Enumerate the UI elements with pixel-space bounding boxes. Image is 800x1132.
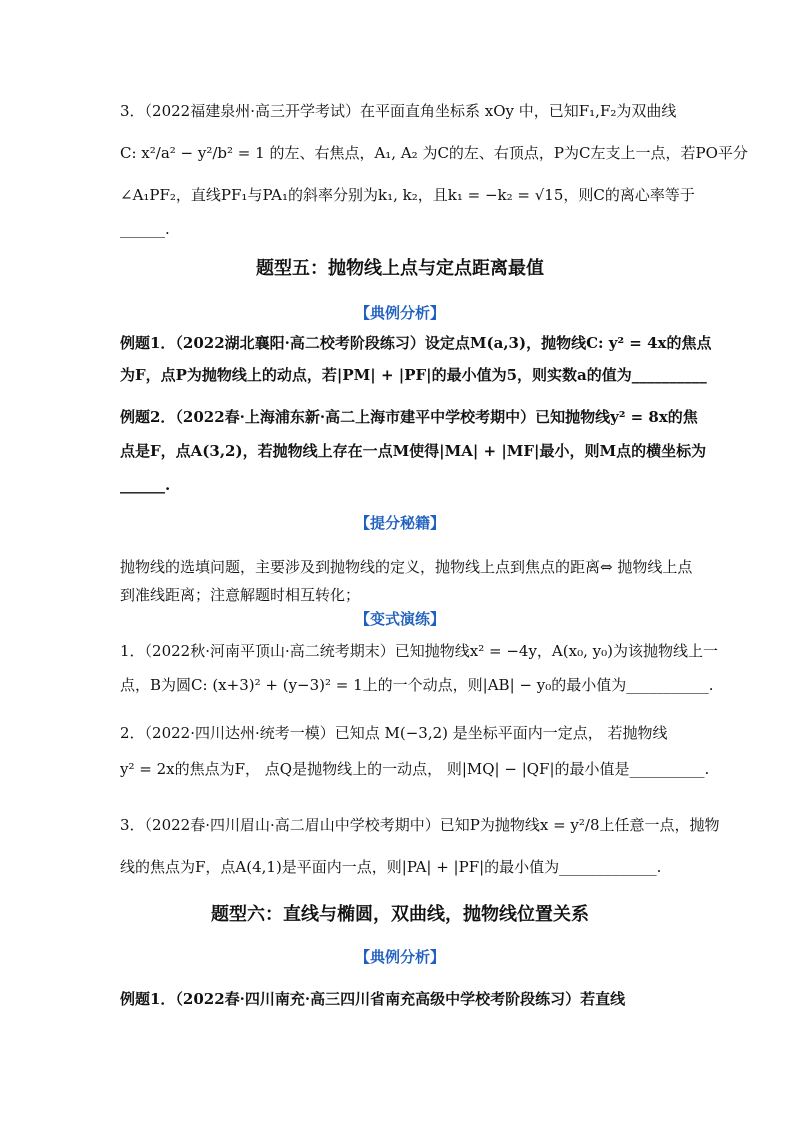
practice-3-line-2: 线的焦点为F，点A(4,1)是平面内一点，则|PA| + |PF|的最小值为_____________. <box>120 858 662 876</box>
example-2-line-3: ______. <box>120 476 171 494</box>
section-5-title: 题型五：抛物线上点与定点距离最值 <box>256 258 544 279</box>
section-6-title: 题型六：直线与椭圆，双曲线，抛物线位置关系 <box>211 904 589 925</box>
tips-line-1: 抛物线的选填问题，主要涉及到抛物线的定义，抛物线上点到焦点的距离⇔ 抛物线上点 <box>120 558 693 576</box>
example-2-line-1: 例题2．（2022春·上海浦东新·高二上海市建平中学校考期中）已知抛物线y² = 8x的焦 <box>120 408 698 426</box>
section-6-tag-example: 【典例分析】 <box>354 948 445 966</box>
section-5-tag-example: 【典例分析】 <box>354 304 445 322</box>
practice-2-line-2: y² = 2x的焦点为F， 点Q是抛物线上的一动点， 则|MQ| − |QF|的最小值是__________. <box>120 760 710 778</box>
section-5-tag-tips: 【提分秘籍】 <box>354 514 445 532</box>
section-5-tag-practice: 【变式演练】 <box>354 610 445 628</box>
example-2-line-2: 点是F，点A(3,2)，若抛物线上存在一点M使得|MA| + |MF|最小，则M点的横坐标为 <box>120 442 707 460</box>
practice-1-line-2: 点，B为圆C: (x+3)² + (y−3)² = 1上的一个动点，则|AB| − y₀的最小值为___________. <box>120 676 714 694</box>
practice-1-line-1: 1．（2022秋·河南平顶山·高二统考期末）已知抛物线x² = −4y，A(x₀, y₀)为该抛物线上一 <box>120 642 718 660</box>
practice-2-line-1: 2．（2022·四川达州·统考一模）已知点 M(−3,2) 是坐标平面内一定点， 若抛物线 <box>120 724 668 742</box>
section-6-example-1-line-1: 例题1．（2022春·四川南充·高三四川省南充高级中学校考阶段练习）若直线 <box>120 990 626 1008</box>
example-1-line-2: 为F，点P为抛物线上的动点，若|PM| + |PF|的最小值为5，则实数a的值为__________ <box>120 366 707 384</box>
problem-3-answer-blank: ______. <box>120 220 170 238</box>
problem-3-line-2: C: x²/a² − y²/b² = 1 的左、右焦点，A₁, A₂ 为C的左、右顶点，P为C左支上一点，若PO平分 <box>120 144 748 162</box>
practice-3-line-1: 3．（2022春·四川眉山·高二眉山中学校考期中）已知P为抛物线x = y²/8上任意一点，抛物 <box>120 816 720 834</box>
tips-line-2: 到准线距离；注意解题时相互转化； <box>120 586 361 604</box>
problem-3-line-1: 3．（2022福建泉州·高三开学考试）在平面直角坐标系 xOy 中，已知F₁,F₂为双曲线 <box>120 102 677 120</box>
problem-3-line-3: ∠A₁PF₂，直线PF₁与PA₁的斜率分别为k₁, k₂，且k₁ = −k₂ = √15，则C的离心率等于 <box>120 186 695 204</box>
example-1-line-1: 例题1．（2022湖北襄阳·高二校考阶段练习）设定点M(a,3)，抛物线C: y² = 4x的焦点 <box>120 334 712 352</box>
